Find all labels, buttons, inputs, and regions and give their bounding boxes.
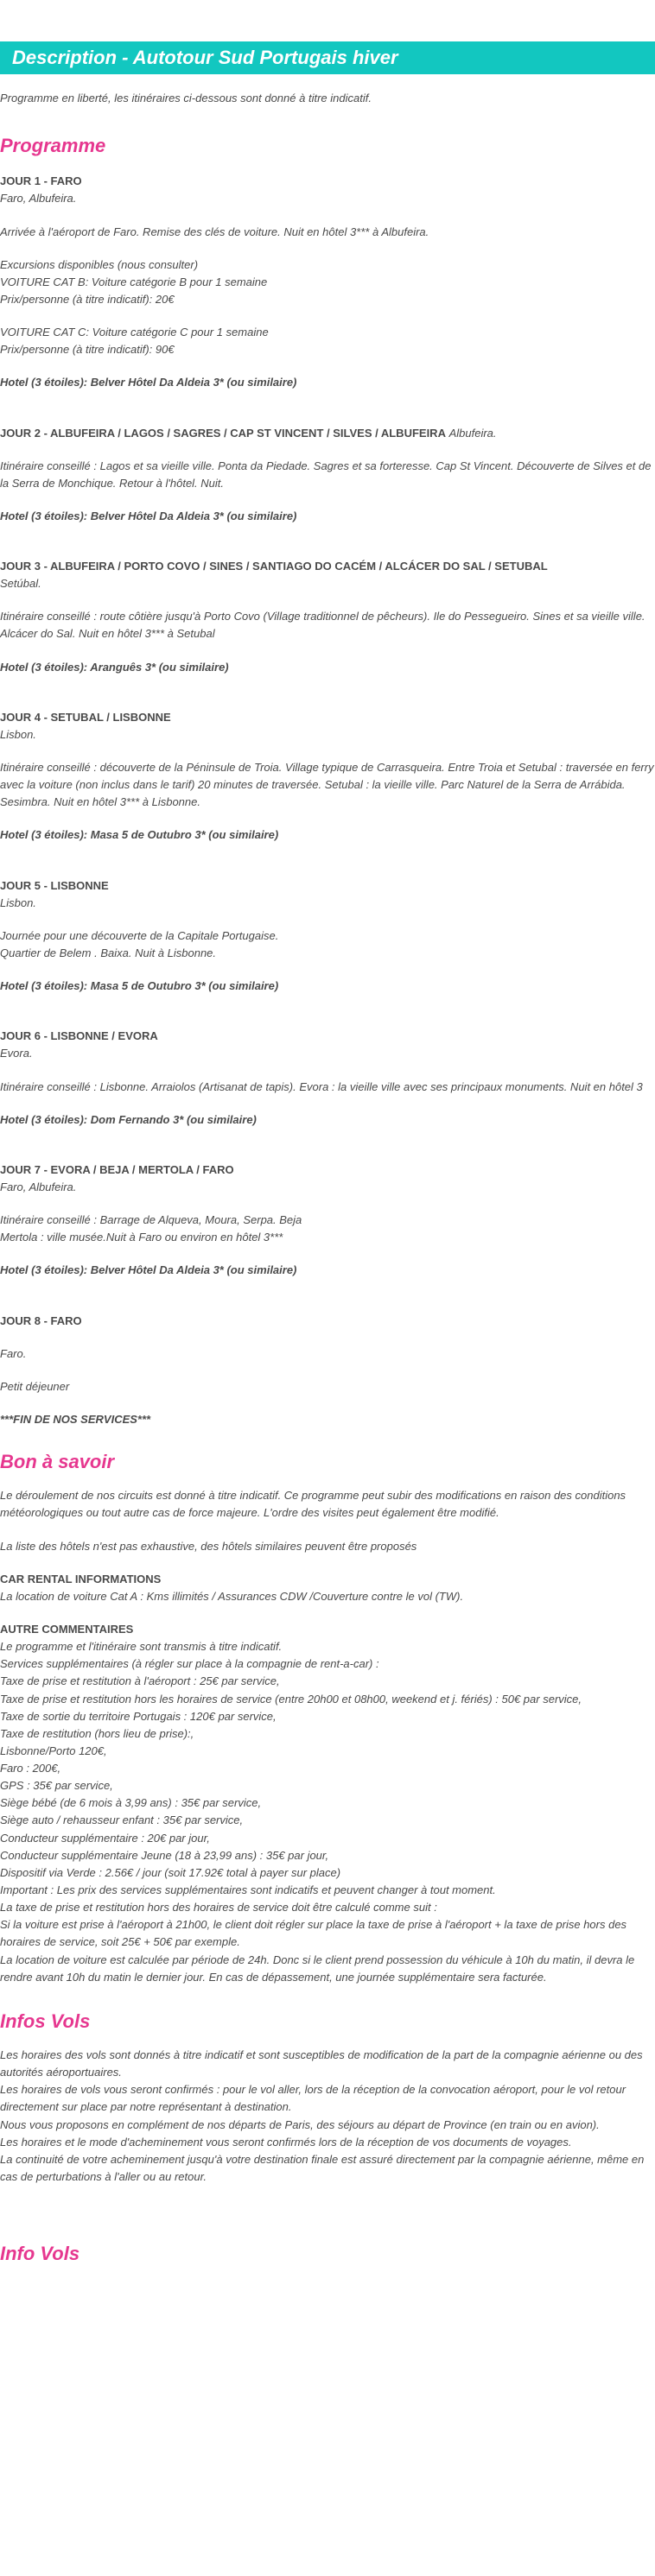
- day-subtitle: Faro.: [0, 1346, 27, 1360]
- comment-line: La location de voiture est calculée par période de 24h. Donc si le client prend possession du véhicule à 10h du matin, il devra le rendre avant 10h du matin le dernier jour. En cas de dépassement, une journée supplémentaire sera facturée.: [0, 1953, 635, 1984]
- day-title: JOUR 1 - FARO: [0, 174, 82, 188]
- comment-line: Dispositif via Verde : 2.56€ / jour (soit 17.92€ total à payer sur place): [0, 1865, 341, 1879]
- day-paragraph: [0, 256, 655, 308]
- day-paragraph: Itinéraire conseillé : Lagos et sa vieille ville. Ponta da Piedade. Sagres et sa forteresse. Cap St Vincent. Découverte de Silves et de la Serra de Monchique. Retour à l'hôtel. Nuit.: [0, 459, 652, 490]
- day-8: [0, 1313, 655, 1429]
- vol-line: Nous vous proposons en complément de nos départs de Paris, des séjours au départ de Province (en train ou en avion).: [0, 2117, 600, 2131]
- comment-line: Conducteur supplémentaire : 20€ par jour,: [0, 1831, 210, 1845]
- day-4: [0, 709, 655, 845]
- bon-a-savoir-title: Bon à savoir: [0, 1451, 115, 1473]
- comment-line: Taxe de sortie du territoire Portugais : 120€ par service,: [0, 1709, 277, 1723]
- day-title: JOUR 7 - EVORA / BEJA / MERTOLA / FARO: [0, 1162, 234, 1176]
- day-hotel: Hotel (3 étoiles): Masa 5 de Outubro 3* (ou similaire): [0, 979, 279, 993]
- day-subtitle: Setúbal.: [0, 577, 41, 591]
- infos-vols-title: Infos Vols: [0, 2010, 91, 2032]
- comment-line: Siège auto / rehausseur enfant : 35€ par service,: [0, 1813, 244, 1827]
- day-hotel: Hotel (3 étoiles): Belver Hôtel Da Aldeia 3* (ou similaire): [0, 509, 297, 522]
- day-title: JOUR 2 - ALBUFEIRA / LAGOS / SAGRES / CAP ST VINCENT / SILVES / ALBUFEIRA: [0, 426, 446, 440]
- comment-line: Conducteur supplémentaire Jeune (18 à 23,99 ans) : 35€ par jour,: [0, 1848, 329, 1862]
- vol-line: La continuité de votre acheminement jusqu'à votre destination finale est assuré directement par la compagnie aérienne, même en cas de perturbations à l'aller ou au retour.: [0, 2152, 645, 2183]
- day-hotel: Hotel (3 étoiles): Belver Hôtel Da Aldeia 3* (ou similaire): [0, 1263, 297, 1277]
- day-3: [0, 558, 655, 676]
- comment-line: Si la voiture est prise à l'aéroport à 21h00, le client doit régler sur place la taxe de prise à l'aéroport + la taxe de prise hors des horaires de service, soit 25€ + 50€ par exemple.: [0, 1918, 627, 1949]
- day-line: Prix/personne (à titre indicatif): 90€: [0, 343, 175, 357]
- day-6: [0, 1028, 655, 1129]
- day-5: [0, 877, 655, 996]
- day-line: VOITURE CAT B: Voiture catégorie B pour 1 semaine: [0, 275, 268, 288]
- day-subtitle: Evora.: [0, 1047, 33, 1060]
- day-subtitle: Faro, Albufeira.: [0, 1180, 77, 1194]
- day-title-line: [0, 425, 655, 442]
- day-line: Prix/personne (à titre indicatif): 20€: [0, 292, 175, 306]
- vol-line: Les horaires des vols sont donnés à titre indicatif et sont susceptibles de modification de la part de la compagnie aérienne ou des autorités aéroportuaires.: [0, 2048, 643, 2079]
- comment-line: Important : Les prix des services supplémentaires sont indicatifs et peuvent changer à tout moment.: [0, 1883, 496, 1897]
- day-2: [0, 425, 655, 526]
- comment-line: Le programme et l'itinéraire sont transmis à titre indicatif.: [0, 1640, 283, 1654]
- day-line: Mertola : ville musée.Nuit à Faro ou environ en hôtel 3***: [0, 1231, 283, 1244]
- comment-line: Taxe de restitution (hors lieu de prise):,: [0, 1726, 194, 1740]
- infos-vols-list: [0, 2047, 655, 2186]
- comment-line: Taxe de prise et restitution hors les horaires de service (entre 20h00 et 08h00, weekend et j. fériés) : 50€ par service,: [0, 1692, 582, 1706]
- car-rental-text: La location de voiture Cat A : Kms illimités / Assurances CDW /Couverture contre le vol (TW).: [0, 1589, 464, 1603]
- day-paragraph: Itinéraire conseillé : route côtière jusqu'à Porto Covo (Village traditionnel de pêcheurs). Ile do Pessegueiro. Sines et sa vieille ville. Alcácer do Sal. Nuit en hôtel 3*** à Setubal: [0, 610, 645, 641]
- day-line: Journée pour une découverte de la Capitale Portugaise.: [0, 928, 279, 942]
- day-line: Excursions disponibles (nous consulter): [0, 257, 199, 271]
- day-subtitle: Lisbon.: [0, 896, 36, 909]
- day-hotel: Hotel (3 étoiles): Masa 5 de Outubro 3* (ou similaire): [0, 828, 279, 842]
- info-vols-title: Info Vols: [0, 2243, 80, 2265]
- page-title: Description - Autotour Sud Portugais hiver: [12, 46, 398, 68]
- day-hotel: Hotel (3 étoiles): Aranguês 3* (ou similaire): [0, 660, 229, 674]
- comment-line: Taxe de prise et restitution à l'aéroport : 25€ par service,: [0, 1674, 280, 1688]
- programme-title: Programme: [0, 135, 106, 157]
- day-line: VOITURE CAT C: Voiture catégorie C pour 1 semaine: [0, 326, 269, 339]
- info-paragraph: La liste des hôtels n'est pas exhaustive, des hôtels similaires peuvent être proposés: [0, 1539, 417, 1553]
- comment-line: Siège bébé (de 6 mois à 3,99 ans) : 35€ par service,: [0, 1796, 262, 1810]
- day-paragraph: [0, 1212, 655, 1246]
- info-paragraph: Le déroulement de nos circuits est donné à titre indicatif. Ce programme peut subir des modifications en raison des conditions météorologiques ou tout autre cas de force majeure. L'ordre des visites peut également être modifié.: [0, 1489, 626, 1520]
- comment-line: Services supplémentaires (à régler sur place à la compagnie de rent-a-car) :: [0, 1657, 379, 1671]
- day-1: [0, 173, 655, 391]
- day-line: Quartier de Belem . Baixa. Nuit à Lisbonne.: [0, 946, 217, 960]
- day-subtitle: Faro, Albufeira.: [0, 192, 77, 206]
- day-paragraph: Itinéraire conseillé : Lisbonne. Arraiolos (Artisanat de tapis). Evora : la vieille ville avec ses principaux monuments. Nuit en hôtel 3: [0, 1079, 643, 1093]
- comment-line: GPS : 35€ par service,: [0, 1779, 113, 1793]
- day-title: JOUR 5 - LISBONNE: [0, 878, 109, 892]
- content: [0, 90, 655, 2269]
- day-hotel: Hotel (3 étoiles): Belver Hôtel Da Aldeia 3* (ou similaire): [0, 376, 297, 389]
- day-paragraph: Petit déjeuner: [0, 1379, 70, 1393]
- day-title: JOUR 3 - ALBUFEIRA / PORTO COVO / SINES / SANTIAGO DO CACÉM / ALCÁCER DO SAL / SETUBAL: [0, 560, 548, 573]
- intro-text: Programme en liberté, les itinéraires ci-dessous sont donné à titre indicatif.: [0, 92, 372, 104]
- autre-commentaires-list: [0, 1638, 655, 1986]
- day-title: JOUR 8 - FARO: [0, 1313, 82, 1327]
- end-of-services: ***FIN DE NOS SERVICES***: [0, 1413, 151, 1426]
- day-paragraph: Arrivée à l'aéroport de Faro. Remise des clés de voiture. Nuit en hôtel 3*** à Albufeira.: [0, 225, 429, 238]
- car-rental-title: CAR RENTAL INFORMATIONS: [0, 1572, 162, 1585]
- page-banner: [0, 41, 655, 74]
- day-paragraph: Itinéraire conseillé : découverte de la Péninsule de Troia. Village typique de Carrasqueira. Entre Troia et Setubal : traversée en ferry avec la voiture (non inclus dans le tarif) 20 minutes de traversée. Setubal : la vieille ville. Parc Naturel de la Serra de Arrábida. Sesimbra. Nuit en hôtel 3*** à Lisbonne.: [0, 761, 654, 809]
- day-title: JOUR 6 - LISBONNE / EVORA: [0, 1029, 158, 1043]
- day-subtitle: Albufeira.: [448, 426, 497, 440]
- day-7: [0, 1161, 655, 1280]
- day-hotel: Hotel (3 étoiles): Dom Fernando 3* (ou similaire): [0, 1112, 257, 1126]
- day-subtitle: Lisbon.: [0, 727, 36, 741]
- vol-line: Les horaires et le mode d'acheminement vous seront confirmés lors de la réception de vos documents de voyages.: [0, 2135, 572, 2149]
- comment-line: Faro : 200€,: [0, 1762, 61, 1775]
- day-paragraph: [0, 324, 655, 358]
- comment-line: Lisbonne/Porto 120€,: [0, 1744, 107, 1757]
- vol-line: Les horaires de vols vous seront confirmés : pour le vol aller, lors de la réception de la convocation aéroport, pour le vol retour directement sur place par notre représentant à destination.: [0, 2083, 626, 2114]
- day-paragraph: [0, 927, 655, 962]
- autre-commentaires-title: AUTRE COMMENTAIRES: [0, 1622, 134, 1636]
- day-title: JOUR 4 - SETUBAL / LISBONNE: [0, 710, 171, 724]
- comment-line: La taxe de prise et restitution hors des horaires de service doit être calculé comme suit :: [0, 1901, 437, 1915]
- day-line: Itinéraire conseillé : Barrage de Alqueva, Moura, Serpa. Beja: [0, 1213, 302, 1227]
